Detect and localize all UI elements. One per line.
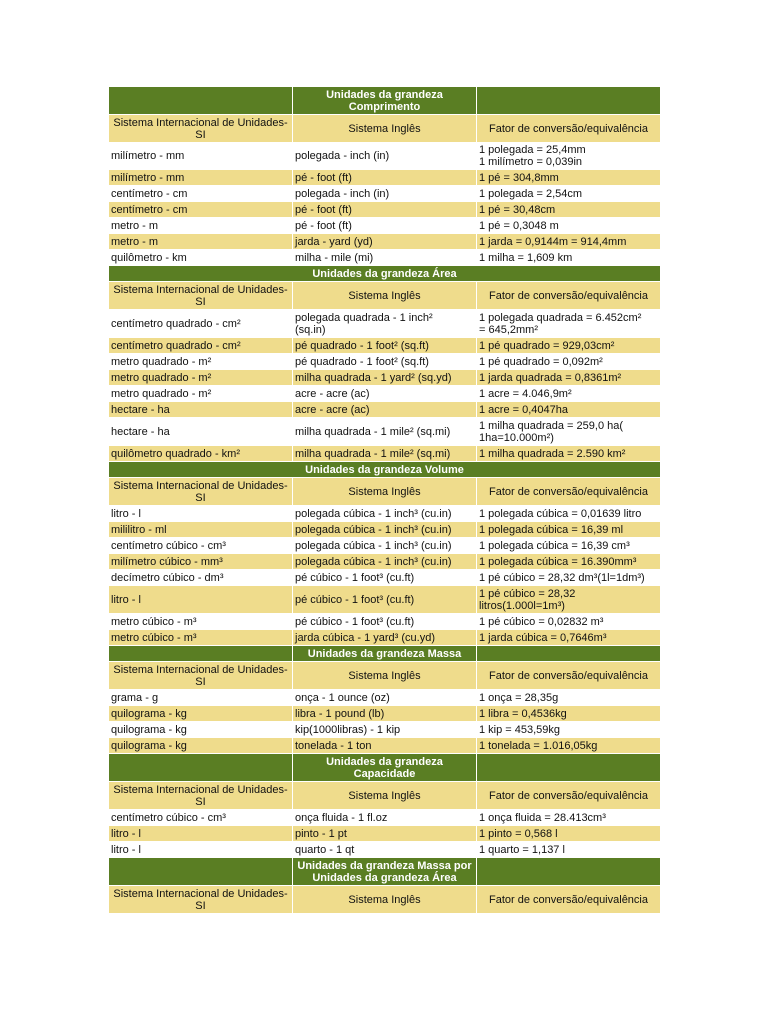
table-row bbox=[109, 738, 661, 754]
english-unit-cell: pinto - 1 pt bbox=[293, 826, 477, 842]
si-unit-cell: metro quadrado - m² bbox=[109, 370, 293, 386]
english-unit-cell: milha quadrada - 1 mile² (sq.mi) bbox=[293, 446, 477, 462]
section-blank-cell bbox=[477, 858, 661, 886]
section-title: Unidades da grandeza Massa por Unidades da grandeza Área bbox=[293, 858, 477, 886]
table-row bbox=[109, 418, 661, 446]
conversion-factor-cell: 1 polegada cúbica = 16,39 cm³ bbox=[477, 538, 661, 554]
english-unit-cell: acre - acre (ac) bbox=[293, 386, 477, 402]
si-unit-cell: quilômetro - km bbox=[109, 250, 293, 266]
conversion-factor-cell: 1 libra = 0,4536kg bbox=[477, 706, 661, 722]
conversion-factor-cell: 1 milha quadrada = 259,0 ha( 1ha=10.000m²) bbox=[477, 418, 661, 446]
table-row bbox=[109, 554, 661, 570]
conversion-factor-cell: 1 jarda cúbica = 0,7646m³ bbox=[477, 630, 661, 646]
column-header-row bbox=[109, 886, 661, 914]
conversion-factor-cell: 1 polegada = 2,54cm bbox=[477, 186, 661, 202]
table-row bbox=[109, 522, 661, 538]
english-unit-cell: pé - foot (ft) bbox=[293, 218, 477, 234]
section-title-row bbox=[109, 754, 661, 782]
table-row bbox=[109, 354, 661, 370]
section-title: Unidades da grandeza Volume bbox=[109, 462, 661, 478]
section-title-row bbox=[109, 87, 661, 115]
english-unit-cell: pé cúbico - 1 foot³ (cu.ft) bbox=[293, 570, 477, 586]
conversion-factor-cell: 1 polegada cúbica = 16,39 ml bbox=[477, 522, 661, 538]
header-english: Sistema Inglês bbox=[293, 478, 477, 506]
english-unit-cell: quarto - 1 qt bbox=[293, 842, 477, 858]
si-unit-cell: litro - l bbox=[109, 842, 293, 858]
si-unit-cell: decímetro cúbico - dm³ bbox=[109, 570, 293, 586]
conversion-factor-cell: 1 pé = 30,48cm bbox=[477, 202, 661, 218]
si-unit-cell: centímetro quadrado - cm² bbox=[109, 310, 293, 338]
conversion-factor-cell: 1 pinto = 0,568 l bbox=[477, 826, 661, 842]
conversion-factor-cell: 1 onça = 28,35g bbox=[477, 690, 661, 706]
english-unit-cell: pé - foot (ft) bbox=[293, 202, 477, 218]
english-unit-cell: polegada quadrada - 1 inch² (sq.in) bbox=[293, 310, 477, 338]
section-blank-cell bbox=[477, 754, 661, 782]
table-row bbox=[109, 446, 661, 462]
column-header-row bbox=[109, 115, 661, 143]
column-header-row bbox=[109, 782, 661, 810]
conversion-factor-cell: 1 pé cúbico = 28,32 litros(1.000l=1m³) bbox=[477, 586, 661, 614]
si-unit-cell: litro - l bbox=[109, 506, 293, 522]
si-unit-cell: centímetro quadrado - cm² bbox=[109, 338, 293, 354]
conversion-factor-cell: 1 polegada = 25,4mm 1 milímetro = 0,039in bbox=[477, 143, 661, 170]
header-english: Sistema Inglês bbox=[293, 662, 477, 690]
si-unit-cell: milímetro cúbico - mm³ bbox=[109, 554, 293, 570]
si-unit-cell: metro - m bbox=[109, 234, 293, 250]
english-unit-cell: pé quadrado - 1 foot² (sq.ft) bbox=[293, 354, 477, 370]
conversion-factor-cell: 1 jarda quadrada = 0,8361m² bbox=[477, 370, 661, 386]
section-title: Unidades da grandeza Capacidade bbox=[293, 754, 477, 782]
conversion-factor-cell: 1 milha quadrada = 2.590 km² bbox=[477, 446, 661, 462]
english-unit-cell: polegada - inch (in) bbox=[293, 186, 477, 202]
table-row bbox=[109, 370, 661, 386]
english-unit-cell: polegada cúbica - 1 inch³ (cu.in) bbox=[293, 506, 477, 522]
english-unit-cell: milha quadrada - 1 yard² (sq.yd) bbox=[293, 370, 477, 386]
table-row bbox=[109, 690, 661, 706]
si-unit-cell: litro - l bbox=[109, 586, 293, 614]
table-row bbox=[109, 586, 661, 614]
header-english: Sistema Inglês bbox=[293, 115, 477, 143]
section-blank-cell bbox=[477, 87, 661, 115]
section-blank-cell bbox=[109, 87, 293, 115]
header-factor: Fator de conversão/equivalência bbox=[477, 662, 661, 690]
english-unit-cell: acre - acre (ac) bbox=[293, 402, 477, 418]
header-si: Sistema Internacional de Unidades-SI bbox=[109, 662, 293, 690]
si-unit-cell: metro cúbico - m³ bbox=[109, 614, 293, 630]
conversion-factor-cell: 1 pé cúbico = 0,02832 m³ bbox=[477, 614, 661, 630]
column-header-row bbox=[109, 662, 661, 690]
english-unit-cell: milha - mile (mi) bbox=[293, 250, 477, 266]
table-row bbox=[109, 630, 661, 646]
column-header-row bbox=[109, 478, 661, 506]
table-row bbox=[109, 143, 661, 170]
table-row bbox=[109, 842, 661, 858]
english-unit-cell: pé quadrado - 1 foot² (sq.ft) bbox=[293, 338, 477, 354]
table-row bbox=[109, 402, 661, 418]
si-unit-cell: quilograma - kg bbox=[109, 706, 293, 722]
si-unit-cell: milímetro - mm bbox=[109, 170, 293, 186]
section-blank-cell bbox=[109, 646, 293, 662]
table-row bbox=[109, 170, 661, 186]
header-english: Sistema Inglês bbox=[293, 282, 477, 310]
header-factor: Fator de conversão/equivalência bbox=[477, 478, 661, 506]
si-unit-cell: centímetro - cm bbox=[109, 202, 293, 218]
header-factor: Fator de conversão/equivalência bbox=[477, 886, 661, 914]
si-unit-cell: centímetro cúbico - cm³ bbox=[109, 810, 293, 826]
conversion-factor-cell: 1 jarda = 0,9144m = 914,4mm bbox=[477, 234, 661, 250]
conversion-table bbox=[108, 86, 661, 914]
table-row bbox=[109, 722, 661, 738]
table-row bbox=[109, 234, 661, 250]
si-unit-cell: quilograma - kg bbox=[109, 738, 293, 754]
section-title-row bbox=[109, 462, 661, 478]
conversion-factor-cell: 1 polegada quadrada = 6.452cm² = 645,2mm² bbox=[477, 310, 661, 338]
english-unit-cell: pé cúbico - 1 foot³ (cu.ft) bbox=[293, 586, 477, 614]
english-unit-cell: pé - foot (ft) bbox=[293, 170, 477, 186]
conversion-factor-cell: 1 acre = 0,4047ha bbox=[477, 402, 661, 418]
table-row bbox=[109, 826, 661, 842]
section-title: Unidades da grandeza Comprimento bbox=[293, 87, 477, 115]
column-header-row bbox=[109, 282, 661, 310]
si-unit-cell: quilômetro quadrado - km² bbox=[109, 446, 293, 462]
conversion-factor-cell: 1 kip = 453,59kg bbox=[477, 722, 661, 738]
table-row bbox=[109, 202, 661, 218]
table-row bbox=[109, 250, 661, 266]
conversion-factor-cell: 1 pé = 0,3048 m bbox=[477, 218, 661, 234]
conversion-factor-cell: 1 polegada cúbica = 0,01639 litro bbox=[477, 506, 661, 522]
header-si: Sistema Internacional de Unidades-SI bbox=[109, 782, 293, 810]
header-si: Sistema Internacional de Unidades-SI bbox=[109, 478, 293, 506]
english-unit-cell: polegada cúbica - 1 inch³ (cu.in) bbox=[293, 522, 477, 538]
english-unit-cell: polegada cúbica - 1 inch³ (cu.in) bbox=[293, 554, 477, 570]
english-unit-cell: polegada - inch (in) bbox=[293, 143, 477, 170]
si-unit-cell: hectare - ha bbox=[109, 418, 293, 446]
si-unit-cell: grama - g bbox=[109, 690, 293, 706]
english-unit-cell: jarda - yard (yd) bbox=[293, 234, 477, 250]
table-row bbox=[109, 706, 661, 722]
table-row bbox=[109, 810, 661, 826]
si-unit-cell: centímetro - cm bbox=[109, 186, 293, 202]
english-unit-cell: onça fluida - 1 fl.oz bbox=[293, 810, 477, 826]
english-unit-cell: libra - 1 pound (lb) bbox=[293, 706, 477, 722]
english-unit-cell: polegada cúbica - 1 inch³ (cu.in) bbox=[293, 538, 477, 554]
section-title: Unidades da grandeza Área bbox=[109, 266, 661, 282]
conversion-factor-cell: 1 onça fluida = 28.413cm³ bbox=[477, 810, 661, 826]
conversion-factor-cell: 1 pé cúbico = 28,32 dm³(1l=1dm³) bbox=[477, 570, 661, 586]
header-si: Sistema Internacional de Unidades-SI bbox=[109, 282, 293, 310]
conversion-factor-cell: 1 quarto = 1,137 l bbox=[477, 842, 661, 858]
section-title-row bbox=[109, 858, 661, 886]
header-english: Sistema Inglês bbox=[293, 886, 477, 914]
header-si: Sistema Internacional de Unidades-SI bbox=[109, 886, 293, 914]
table-row bbox=[109, 538, 661, 554]
conversion-factor-cell: 1 pé quadrado = 929,03cm² bbox=[477, 338, 661, 354]
si-unit-cell: quilograma - kg bbox=[109, 722, 293, 738]
conversion-factor-cell: 1 polegada cúbica = 16.390mm³ bbox=[477, 554, 661, 570]
conversion-factor-cell: 1 pé quadrado = 0,092m² bbox=[477, 354, 661, 370]
si-unit-cell: metro quadrado - m² bbox=[109, 354, 293, 370]
si-unit-cell: mililitro - ml bbox=[109, 522, 293, 538]
si-unit-cell: litro - l bbox=[109, 826, 293, 842]
table-row bbox=[109, 570, 661, 586]
conversion-factor-cell: 1 milha = 1,609 km bbox=[477, 250, 661, 266]
table-row bbox=[109, 386, 661, 402]
header-si: Sistema Internacional de Unidades-SI bbox=[109, 115, 293, 143]
english-unit-cell: pé cúbico - 1 foot³ (cu.ft) bbox=[293, 614, 477, 630]
table-body bbox=[109, 87, 661, 914]
conversion-factor-cell: 1 pé = 304,8mm bbox=[477, 170, 661, 186]
table-row bbox=[109, 506, 661, 522]
header-factor: Fator de conversão/equivalência bbox=[477, 782, 661, 810]
table-row bbox=[109, 338, 661, 354]
si-unit-cell: metro - m bbox=[109, 218, 293, 234]
section-title-row bbox=[109, 266, 661, 282]
si-unit-cell: metro cúbico - m³ bbox=[109, 630, 293, 646]
table-row bbox=[109, 186, 661, 202]
header-english: Sistema Inglês bbox=[293, 782, 477, 810]
header-factor: Fator de conversão/equivalência bbox=[477, 282, 661, 310]
conversion-factor-cell: 1 acre = 4.046,9m² bbox=[477, 386, 661, 402]
conversion-factor-cell: 1 tonelada = 1.016,05kg bbox=[477, 738, 661, 754]
si-unit-cell: centímetro cúbico - cm³ bbox=[109, 538, 293, 554]
section-blank-cell bbox=[109, 754, 293, 782]
si-unit-cell: milímetro - mm bbox=[109, 143, 293, 170]
section-title-row bbox=[109, 646, 661, 662]
english-unit-cell: onça - 1 ounce (oz) bbox=[293, 690, 477, 706]
section-blank-cell bbox=[109, 858, 293, 886]
section-title: Unidades da grandeza Massa bbox=[293, 646, 477, 662]
english-unit-cell: kip(1000libras) - 1 kip bbox=[293, 722, 477, 738]
table-row bbox=[109, 614, 661, 630]
si-unit-cell: hectare - ha bbox=[109, 402, 293, 418]
header-factor: Fator de conversão/equivalência bbox=[477, 115, 661, 143]
table-row bbox=[109, 310, 661, 338]
table-row bbox=[109, 218, 661, 234]
english-unit-cell: milha quadrada - 1 mile² (sq.mi) bbox=[293, 418, 477, 446]
section-blank-cell bbox=[477, 646, 661, 662]
si-unit-cell: metro quadrado - m² bbox=[109, 386, 293, 402]
english-unit-cell: jarda cúbica - 1 yard³ (cu.yd) bbox=[293, 630, 477, 646]
english-unit-cell: tonelada - 1 ton bbox=[293, 738, 477, 754]
